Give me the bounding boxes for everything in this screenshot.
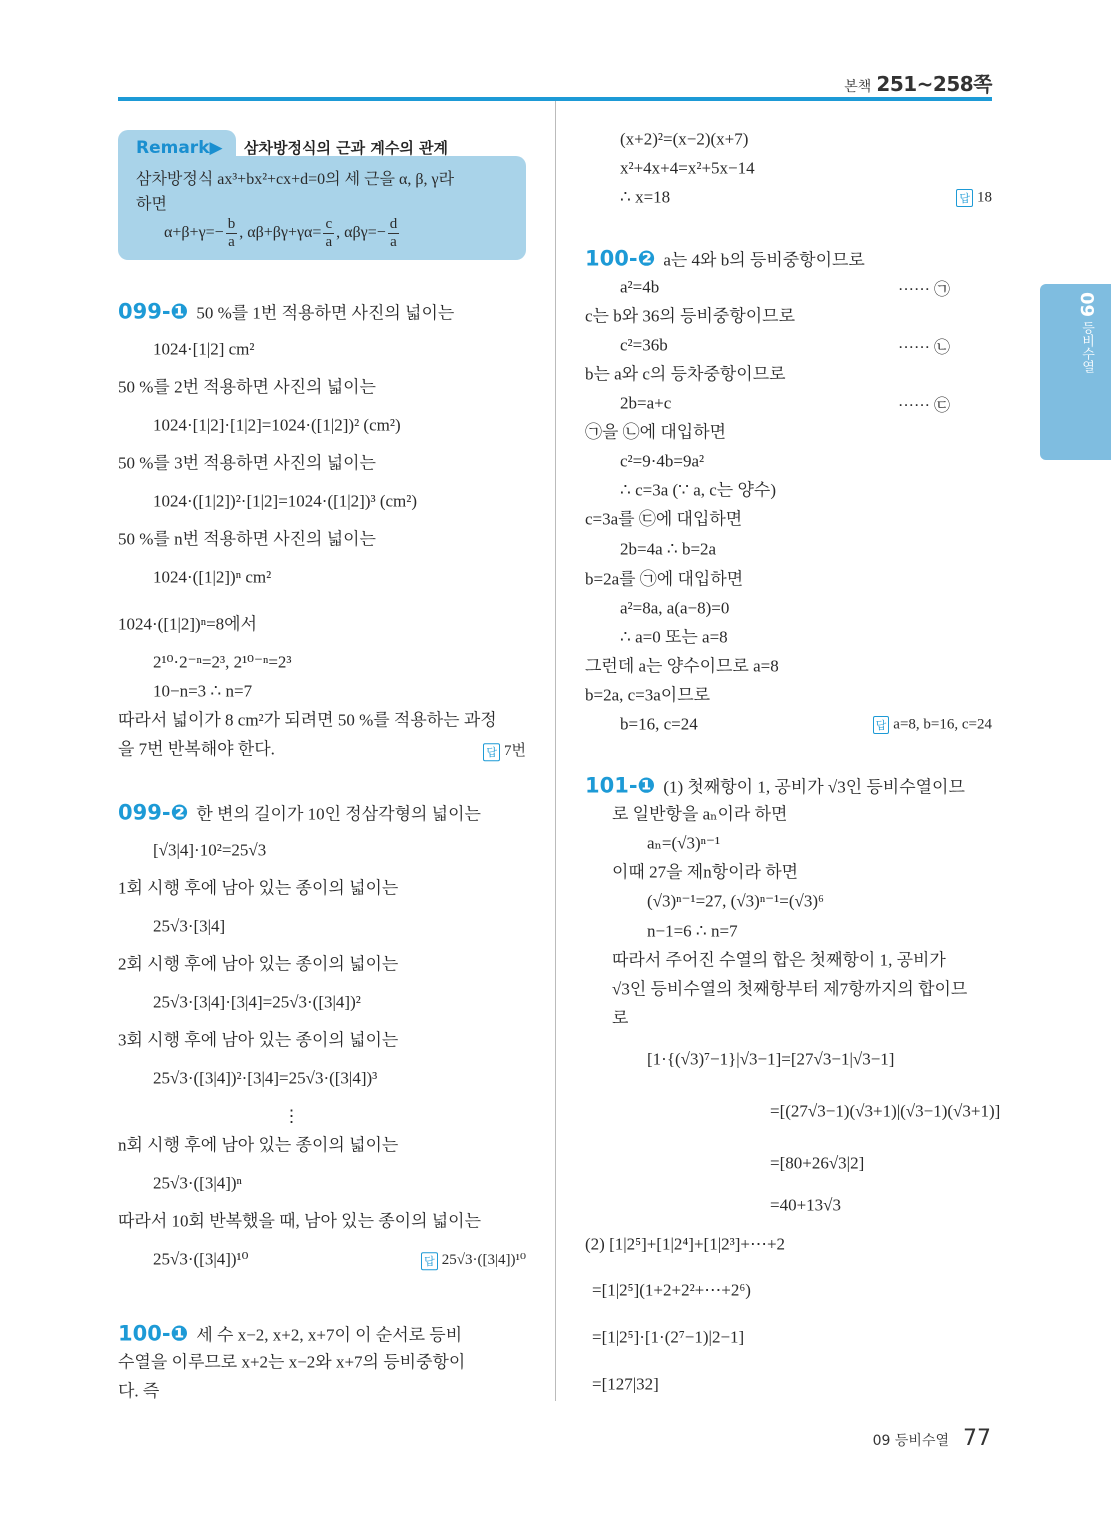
answer-value: 18 xyxy=(977,189,992,206)
line-text: 10−n=3 ∴ n=7 xyxy=(153,681,253,701)
line-text: 50 %를 2번 적용하면 사진의 넓이는 xyxy=(118,377,376,397)
chapter-number: 09 xyxy=(1076,292,1097,318)
solution-line xyxy=(153,1251,248,1270)
solution-line xyxy=(118,880,398,899)
line-text: =[1|2⁵](1+2+2²+⋯+2⁶) xyxy=(592,1280,751,1300)
line-text: 50 %를 3번 적용하면 사진의 넓이는 xyxy=(118,453,376,473)
line-text: b=2a, c=3a이므로 xyxy=(585,685,711,705)
solution-line xyxy=(770,1155,864,1174)
line-text: c²=9·4b=9a² xyxy=(620,451,705,471)
line-text: 1024·[1|2]·[1|2]=1024·([1|2])² (cm²) xyxy=(153,415,401,435)
chapter-side-tab xyxy=(1040,284,1111,460)
solution-line xyxy=(118,531,376,550)
line-text: 을 7번 반복해야 한다. xyxy=(118,739,275,759)
solution-line xyxy=(647,1051,894,1070)
line-text: =40+13√3 xyxy=(770,1195,842,1215)
solution-line xyxy=(612,806,787,825)
line-text: 1024·([1|2])²·[1|2]=1024·([1|2])³ (cm²) xyxy=(153,491,418,511)
line-text: a²=8a, a(a−8)=0 xyxy=(620,598,730,618)
solution-line xyxy=(620,453,704,472)
line-text: 25√3·([3|4])²·[3|4]=25√3·([3|4])³ xyxy=(153,1068,378,1088)
problem-number: 099-❶ xyxy=(118,299,189,324)
solution-line xyxy=(620,600,729,619)
solution-line xyxy=(620,160,755,179)
solution-line xyxy=(585,366,786,385)
line-text: (x+2)²=(x−2)(x+7) xyxy=(620,129,749,149)
remark-subtitle: 삼차방정식의 근과 계수의 관계 xyxy=(244,139,449,157)
line-text: n회 시행 후에 남아 있는 종이의 넓이는 xyxy=(118,1135,399,1155)
remark-box xyxy=(118,130,526,260)
solution-line xyxy=(153,994,361,1013)
solution-line xyxy=(612,952,946,971)
column-divider xyxy=(555,101,556,1401)
solution-line xyxy=(620,482,776,501)
line-text: =[(27√3−1)(√3+1)|(√3−1)(√3+1)] xyxy=(770,1101,1001,1121)
solution-line xyxy=(585,511,742,530)
line-text: 수열을 이루므로 x+2는 x−2와 x+7의 등비중항이 xyxy=(118,1352,466,1372)
solution-line xyxy=(118,1137,398,1156)
answer-badge xyxy=(873,716,992,734)
line-text: 25√3·[3|4] xyxy=(153,916,226,936)
equation-marker: ······ ㉡ xyxy=(898,339,950,357)
remark-line: 삼차방정식 ax³+bx²+cx+d=0의 세 근을 α, β, γ라 xyxy=(136,171,455,188)
line-text: 로 xyxy=(612,1008,629,1028)
solution-line xyxy=(620,395,671,414)
solution-line xyxy=(647,923,738,942)
solution-line xyxy=(620,541,716,560)
line-text: [√3|4]·10²=25√3 xyxy=(153,840,267,860)
line-text: √3인 등비수열의 첫째항부터 제7항까지의 합이므 xyxy=(612,979,968,999)
line-text: 2b=4a ∴ b=2a xyxy=(620,539,717,559)
solution-line xyxy=(612,1010,628,1029)
solution-line xyxy=(612,864,798,883)
book-reference xyxy=(844,68,992,97)
problem-number: 100-❷ xyxy=(585,246,656,271)
solution-line xyxy=(620,131,748,150)
line-text: 그런데 a는 양수이므로 a=8 xyxy=(585,656,779,676)
line-text: =[80+26√3|2] xyxy=(770,1153,865,1173)
answer-badge xyxy=(483,739,526,761)
page-footer xyxy=(873,1426,991,1451)
line-text: 세 수 x−2, x+2, x+7이 이 순서로 등비 xyxy=(196,1325,463,1345)
line-text: 1회 시행 후에 남아 있는 종이의 넓이는 xyxy=(118,878,399,898)
line-text: 25√3·([3|4])ⁿ xyxy=(153,1173,242,1193)
solution-line xyxy=(647,835,720,854)
line-text: ⋮ xyxy=(283,1106,300,1126)
solution-line xyxy=(585,308,795,327)
fraction: $\frac{c}{a}$ xyxy=(325,216,333,250)
line-text: b=16, c=24 xyxy=(620,714,698,734)
answer-value: 25√3·([3|4])¹⁰ xyxy=(441,1252,526,1269)
solution-line xyxy=(770,1197,841,1216)
solution-line xyxy=(153,654,292,673)
solution-line xyxy=(612,981,967,1000)
solution-line xyxy=(585,571,743,590)
line-text: 2¹⁰·2⁻ⁿ=2³, 2¹⁰⁻ⁿ=2³ xyxy=(153,652,292,672)
solution-line xyxy=(585,658,779,677)
line-text: (1) 첫째항이 1, 공비가 √3인 등비수열이므 xyxy=(663,777,965,797)
answer-tag: 답 xyxy=(421,1252,438,1270)
line-text: x²+4x+4=x²+5x−14 xyxy=(620,158,755,178)
answer-badge xyxy=(956,189,992,207)
remark-formula: α+β+γ=− $\frac{b}{a}$ , αβ+βγ+γα= $\frac{c}{a}$ , αβγ=− $\frac{d}{a}$ xyxy=(164,216,398,250)
solution-line xyxy=(592,1282,751,1301)
solution-line xyxy=(118,1213,481,1232)
answer-badge xyxy=(421,1250,526,1270)
answer-value: 7번 xyxy=(504,743,526,760)
solution-line xyxy=(620,629,728,648)
solution-line xyxy=(118,1032,398,1051)
solution-line xyxy=(153,417,401,436)
solution-line xyxy=(283,1108,300,1127)
solution-line xyxy=(153,683,252,702)
problem-number: 099-❷ xyxy=(118,800,189,825)
line-text: c=3a를 ㉢에 대입하면 xyxy=(585,509,743,529)
problem-number: 101-❶ xyxy=(585,773,656,798)
solution-line xyxy=(770,1103,1000,1122)
line-text: 따라서 넓이가 8 cm²가 되려면 50 %를 적용하는 과정 xyxy=(118,710,497,730)
line-text: 2b=a+c xyxy=(620,393,672,413)
answer-tag: 답 xyxy=(483,743,500,761)
answer-tag: 답 xyxy=(873,716,890,734)
line-text: 1024·([1|2])ⁿ=8에서 xyxy=(118,614,257,634)
line-text: 25√3·[3|4]·[3|4]=25√3·([3|4])² xyxy=(153,992,361,1012)
line-text: 25√3·([3|4])¹⁰ xyxy=(153,1249,249,1269)
line-text: b는 a와 c의 등차중항이므로 xyxy=(585,364,786,384)
solution-line xyxy=(592,1376,659,1395)
solution-line xyxy=(592,1329,744,1348)
line-text: 1024·([1|2])ⁿ cm² xyxy=(153,567,272,587)
problem-heading-line xyxy=(118,1322,462,1345)
line-text: ∴ c=3a (∵ a, c는 양수) xyxy=(620,480,776,500)
solution-line xyxy=(153,842,266,861)
line-text: 따라서 10회 반복했을 때, 남아 있는 종이의 넓이는 xyxy=(118,1211,482,1231)
remark-line: 하면 xyxy=(136,196,167,213)
line-text: 50 %를 1번 적용하면 사진의 넓이는 xyxy=(196,303,455,323)
solution-line xyxy=(153,918,225,937)
solution-line xyxy=(118,1354,465,1373)
problem-heading-line xyxy=(585,774,965,797)
problem-heading-line xyxy=(118,801,481,824)
line-text: ∴ x=18 xyxy=(620,187,671,207)
header-label: 본책 xyxy=(844,79,872,95)
line-text: 한 변의 길이가 10인 정삼각형의 넓이는 xyxy=(196,804,481,824)
solution-line xyxy=(153,341,255,360)
line-text: aₙ=(√3)ⁿ⁻¹ xyxy=(647,833,721,853)
line-text: =[127|32] xyxy=(592,1374,659,1394)
solution-line xyxy=(118,956,398,975)
line-text: =[1|2⁵]·[1·(2⁷−1)|2−1] xyxy=(592,1327,745,1347)
solution-line xyxy=(118,455,376,474)
line-text: 50 %를 n번 적용하면 사진의 넓이는 xyxy=(118,529,376,549)
solution-line xyxy=(620,189,670,208)
line-text: (2) [1|2⁵]+[1|2⁴]+[1|2³]+⋯+2 xyxy=(585,1234,786,1254)
footer-chapter: 09 등비수열 xyxy=(872,1433,949,1449)
solution-line xyxy=(153,569,271,588)
line-text: (√3)ⁿ⁻¹=27, (√3)ⁿ⁻¹=(√3)⁶ xyxy=(647,891,824,911)
solution-line xyxy=(118,712,497,731)
line-text: 3회 시행 후에 남아 있는 종이의 넓이는 xyxy=(118,1030,399,1050)
line-text: 다. 즉 xyxy=(118,1381,160,1401)
equation-marker: ······ ㉠ xyxy=(898,281,950,299)
problem-heading-line xyxy=(585,247,865,270)
solution-line xyxy=(118,379,376,398)
line-text: b=2a를 ㉠에 대입하면 xyxy=(585,569,744,589)
line-text: [1·{(√3)⁷−1}|√3−1]=[27√3−1|√3−1] xyxy=(647,1049,895,1069)
line-text: a²=4b xyxy=(620,277,660,297)
remark-title: Remark▶ xyxy=(136,138,223,158)
problem-number: 100-❶ xyxy=(118,1321,189,1346)
solution-line xyxy=(118,616,257,635)
line-text: 2회 시행 후에 남아 있는 종이의 넓이는 xyxy=(118,954,399,974)
solution-line xyxy=(585,1236,785,1255)
fraction: $\frac{b}{a}$ xyxy=(227,216,236,250)
solution-line xyxy=(647,893,824,912)
solution-line xyxy=(118,1383,159,1402)
fraction: $\frac{d}{a}$ xyxy=(389,216,398,250)
solution-line xyxy=(620,716,698,735)
line-text: ㉠을 ㉡에 대입하면 xyxy=(585,422,727,442)
line-text: 이때 27을 제n항이라 하면 xyxy=(612,862,799,882)
line-text: c²=36b xyxy=(620,335,668,355)
problem-heading-line xyxy=(118,300,454,323)
line-text: c는 b와 36의 등비중항이므로 xyxy=(585,306,796,326)
equation-marker: ······ ㉢ xyxy=(898,397,950,415)
solution-line xyxy=(585,424,726,443)
answer-value: a=8, b=16, c=24 xyxy=(893,716,992,733)
solution-line xyxy=(620,279,659,298)
solution-line xyxy=(118,741,275,760)
line-text: 1024·[1|2] cm² xyxy=(153,339,255,359)
solution-line xyxy=(585,687,710,706)
line-text: ∴ a=0 또는 a=8 xyxy=(620,627,728,647)
answer-tag: 답 xyxy=(956,189,973,207)
line-text: n−1=6 ∴ n=7 xyxy=(647,921,738,941)
line-text: 따라서 주어진 수열의 합은 첫째항이 1, 공비가 xyxy=(612,950,946,970)
header-page-range: 251~258쪽 xyxy=(876,72,992,96)
line-text: a는 4와 b의 등비중항이므로 xyxy=(663,250,865,270)
solution-line xyxy=(153,1070,377,1089)
solution-line xyxy=(620,337,668,356)
line-text: 로 일반항을 aₙ이라 하면 xyxy=(612,804,788,824)
chapter-title: 등비수열 xyxy=(1079,321,1094,374)
solution-line xyxy=(153,493,417,512)
solution-line xyxy=(153,1175,242,1194)
page-number: 77 xyxy=(963,1426,991,1451)
